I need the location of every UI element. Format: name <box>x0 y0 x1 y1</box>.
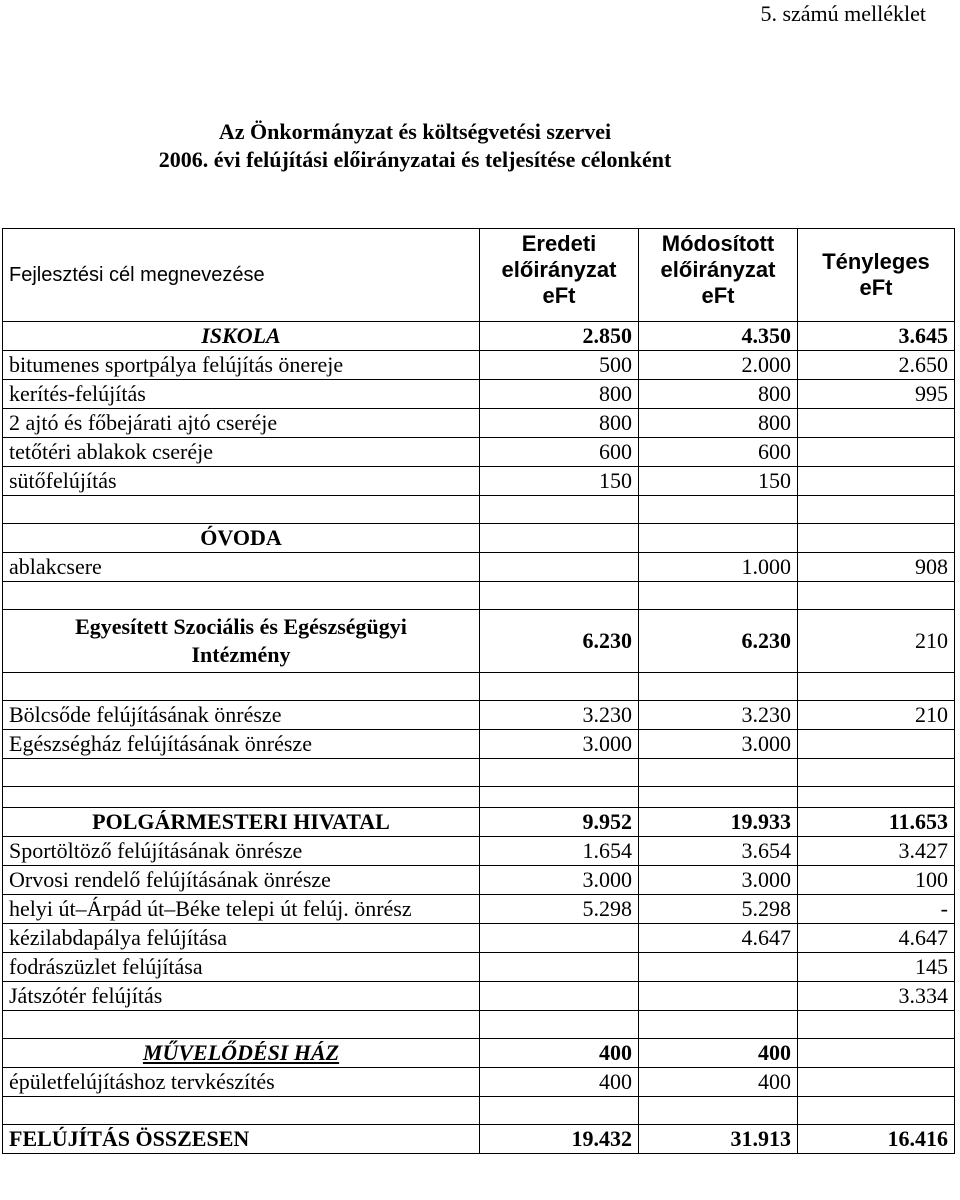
spacer-row <box>3 1097 955 1125</box>
actual-value: 210 <box>798 701 955 730</box>
modified-value: 3.230 <box>639 701 798 730</box>
original-value <box>480 553 639 582</box>
spacer-row <box>3 787 955 808</box>
original-value: 3.230 <box>480 701 639 730</box>
original-value: 150 <box>480 467 639 496</box>
item-name: sütőfelújítás <box>3 467 480 496</box>
section-name: MŰVELŐDÉSI HÁZ <box>3 1039 480 1068</box>
section-total-row <box>3 524 955 553</box>
modified-value: 1.000 <box>639 553 798 582</box>
item-name: Sportöltöző felújításának önrésze <box>3 837 480 866</box>
actual-value: 100 <box>798 866 955 895</box>
table-row <box>3 895 955 924</box>
table-row <box>3 953 955 982</box>
header-modified <box>639 229 798 322</box>
modified-value: 3.000 <box>639 730 798 759</box>
actual-value: 3.427 <box>798 837 955 866</box>
spacer-row <box>3 759 955 787</box>
grand-total-label: FELÚJÍTÁS ÖSSZESEN <box>3 1125 480 1154</box>
actual-value: 11.653 <box>798 808 955 837</box>
header-actual <box>798 229 955 322</box>
annex-label: 5. számú melléklet <box>760 1 926 26</box>
item-name: kézilabdapálya felújítása <box>3 924 480 953</box>
table-row <box>3 1068 955 1097</box>
grand-total-row <box>3 1125 955 1154</box>
modified-value <box>639 982 798 1011</box>
header-actual-l1: Tényleges <box>822 249 930 274</box>
modified-value: 3.654 <box>639 837 798 866</box>
original-value: 500 <box>480 351 639 380</box>
table-row <box>3 701 955 730</box>
modified-value: 4.350 <box>639 322 798 351</box>
actual-value: 210 <box>798 610 955 673</box>
original-value: 400 <box>480 1039 639 1068</box>
item-name: ablakcsere <box>3 553 480 582</box>
modified-value: 4.647 <box>639 924 798 953</box>
actual-value <box>798 1068 955 1097</box>
header-modified-l2: előirányzat <box>660 257 776 282</box>
original-value: 3.000 <box>480 866 639 895</box>
spacer-row <box>3 582 955 610</box>
item-name: Orvosi rendelő felújításának önrésze <box>3 866 480 895</box>
section-total-row <box>3 808 955 837</box>
modified-value <box>639 524 798 553</box>
original-value <box>480 924 639 953</box>
table-row <box>3 409 955 438</box>
section-total-row <box>3 1039 955 1068</box>
title-line-2: 2006. évi felújítási előirányzatai és teljesítése célonként <box>158 147 672 172</box>
modified-value: 800 <box>639 380 798 409</box>
actual-value: 145 <box>798 953 955 982</box>
actual-value: 16.416 <box>798 1125 955 1154</box>
section-name: ÓVODA <box>3 524 480 553</box>
actual-value: 3.645 <box>798 322 955 351</box>
actual-value <box>798 467 955 496</box>
modified-value: 800 <box>639 409 798 438</box>
table-row <box>3 924 955 953</box>
header-modified-l1: Módosított <box>661 231 775 256</box>
table-row <box>3 837 955 866</box>
actual-value: 3.334 <box>798 982 955 1011</box>
item-name: fodrászüzlet felújítása <box>3 953 480 982</box>
item-name: tetőtéri ablakok cseréje <box>3 438 480 467</box>
item-name: Játszótér felújítás <box>3 982 480 1011</box>
table-row <box>3 866 955 895</box>
original-value <box>480 524 639 553</box>
item-name: helyi út–Árpád út–Béke telepi út felúj. önrész <box>3 895 480 924</box>
modified-value <box>639 953 798 982</box>
header-actual-l2: eFt <box>859 275 893 300</box>
table-row <box>3 730 955 759</box>
section-name: ISKOLA <box>3 322 480 351</box>
table-row <box>3 553 955 582</box>
modified-value: 150 <box>639 467 798 496</box>
original-value: 19.432 <box>480 1125 639 1154</box>
original-value: 2.850 <box>480 322 639 351</box>
modified-value: 6.230 <box>639 610 798 673</box>
section-name <box>3 610 480 673</box>
header-original-l1: Eredeti <box>521 231 597 256</box>
budget-table <box>2 228 955 1154</box>
original-value <box>480 953 639 982</box>
actual-value: 908 <box>798 553 955 582</box>
section-total-row <box>3 610 955 673</box>
modified-value: 31.913 <box>639 1125 798 1154</box>
original-value: 800 <box>480 409 639 438</box>
original-value: 400 <box>480 1068 639 1097</box>
original-value: 1.654 <box>480 837 639 866</box>
table-row <box>3 467 955 496</box>
modified-value: 2.000 <box>639 351 798 380</box>
header-original-l3: eFt <box>542 283 576 308</box>
section-total-row <box>3 322 955 351</box>
item-name: Bölcsőde felújításának önrésze <box>3 701 480 730</box>
header-modified-l3: eFt <box>701 283 735 308</box>
modified-value: 5.298 <box>639 895 798 924</box>
actual-value: 2.650 <box>798 351 955 380</box>
table-row <box>3 351 955 380</box>
modified-value: 400 <box>639 1068 798 1097</box>
modified-value: 3.000 <box>639 866 798 895</box>
section-name-l1: Egyesített Szociális és Egészségügyi <box>75 614 407 639</box>
section-name-l2: Intézmény <box>191 642 291 667</box>
modified-value: 600 <box>639 438 798 467</box>
header-goal: Fejlesztési cél megnevezése <box>3 229 480 322</box>
actual-value <box>798 409 955 438</box>
table-row <box>3 438 955 467</box>
modified-value: 19.933 <box>639 808 798 837</box>
original-value: 9.952 <box>480 808 639 837</box>
original-value <box>480 982 639 1011</box>
table-header-row <box>3 229 955 322</box>
modified-value: 400 <box>639 1039 798 1068</box>
spacer-row <box>3 1011 955 1039</box>
original-value: 800 <box>480 380 639 409</box>
original-value: 6.230 <box>480 610 639 673</box>
original-value: 3.000 <box>480 730 639 759</box>
table-row <box>3 982 955 1011</box>
section-name: POLGÁRMESTERI HIVATAL <box>3 808 480 837</box>
header-original <box>480 229 639 322</box>
actual-value: - <box>798 895 955 924</box>
original-value: 5.298 <box>480 895 639 924</box>
header-original-l2: előirányzat <box>501 257 617 282</box>
original-value: 600 <box>480 438 639 467</box>
actual-value <box>798 438 955 467</box>
spacer-row <box>3 673 955 701</box>
item-name: bitumenes sportpálya felújítás önereje <box>3 351 480 380</box>
item-name: kerítés-felújítás <box>3 380 480 409</box>
table-row <box>3 380 955 409</box>
actual-value <box>798 730 955 759</box>
spacer-row <box>3 496 955 524</box>
page-title <box>0 118 830 174</box>
item-name: Egészségház felújításának önrésze <box>3 730 480 759</box>
item-name: 2 ajtó és főbejárati ajtó cseréje <box>3 409 480 438</box>
item-name: épületfelújításhoz tervkészítés <box>3 1068 480 1097</box>
actual-value <box>798 1039 955 1068</box>
actual-value: 995 <box>798 380 955 409</box>
actual-value: 4.647 <box>798 924 955 953</box>
title-line-1: Az Önkormányzat és költségvetési szervei <box>218 119 612 144</box>
actual-value <box>798 524 955 553</box>
